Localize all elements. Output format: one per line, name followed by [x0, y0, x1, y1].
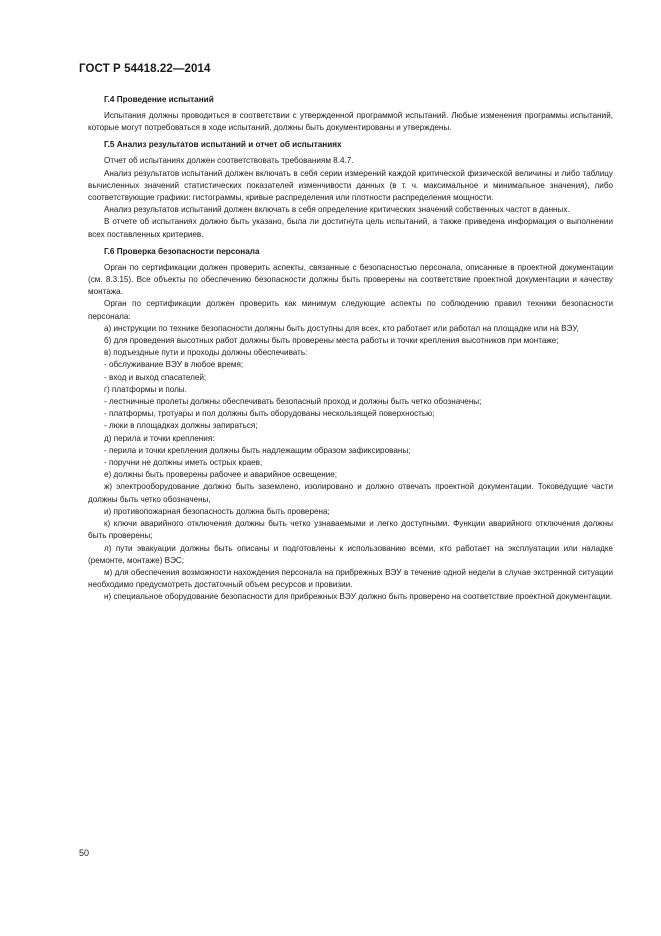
paragraph: В отчете об испытаниях должно быть указано, была ли достигнута цель испытаний, а также приведена информация о выполнении всех поставленных критериев. — [88, 217, 613, 239]
list-item: а) инструкции по технике безопасности должны быть доступны для всех, кто работает или работал на площадке или на ВЭУ, — [104, 323, 579, 333]
list-item: - обслуживание ВЭУ в любое время; — [104, 360, 244, 370]
document-body — [88, 94, 613, 604]
list-item: - люки в площадках должны запираться; — [104, 421, 258, 431]
list-item: г) платформы и полы. — [104, 384, 187, 394]
list-item: л) пути эвакуации должны быть описаны и подготовлены к использованию всеми, кто работает на эксплуатации или наладке (ремонте, монтаже) ВЭС; — [88, 543, 613, 565]
section-heading-g4: Г.4 Проведение испытаний — [104, 95, 214, 104]
list-item: в) подъездные пути и проходы должны обеспечивать: — [104, 348, 308, 358]
paragraph: Анализ результатов испытаний должен включать в себя серии измерений каждой критической физической величины и либо таблицу вычисленных значений статистических показателей изменчивости данных (в т. ч. максимальное и минимальное значения), либо соответствующие графики: гистограммы, кривые распределения или плотности распределения мощности. — [88, 168, 613, 203]
page-number: 50 — [79, 848, 90, 858]
list-item: е) должны быть проверены рабочее и аварийное освещение; — [104, 470, 338, 480]
section-heading-g6: Г.6 Проверка безопасности персонала — [104, 246, 260, 256]
list-item: н) специальное оборудование безопасности для прибрежных ВЭУ должно быть проверено на соответствие проектной документации. — [104, 592, 613, 602]
paragraph: Орган по сертификации должен проверить аспекты, связанные с безопасностью персонала, описанные в проектной документации (см. 8.3.15). Все объекты по обеспечению безопасности должны быть проверены на соответствие проектной документации и качеству монтажа. — [88, 262, 613, 297]
list-item: - перила и точки крепления должны быть надлежащим образом зафиксированы; — [104, 445, 411, 455]
paragraph: Орган по сертификации должен проверить как минимум следующие аспекты по соблюдению правил техники безопасности персонала: — [88, 299, 613, 321]
list-item: д) перила и точки крепления: — [104, 433, 215, 443]
list-item: б) для проведения высотных работ должны быть проверены места работы и точки крепления высотников при монтаже; — [104, 336, 559, 346]
list-item: ж) электрооборудование должно быть заземлено, изолировано и должно отвечать проектной документации. Токоведущие части должны быть четко обозначены, — [88, 482, 613, 504]
document-id-header: ГОСТ Р 54418.22—2014 — [79, 63, 211, 75]
list-item: - лестничные пролеты должны обеспечивать безопасный проход и должны быть четко обозначены; — [104, 397, 482, 407]
list-item: - вход и выход спасателей; — [104, 372, 207, 382]
list-item: м) для обеспечения возможности нахождения персонала на прибрежных ВЭУ в течение одной недели в случае экстренной ситуации необходимо предусмотреть достаточный объем ресурсов и провизии. — [88, 567, 613, 590]
paragraph: Испытания должны проводиться в соответствии с утвержденной программой испытаний. Любые изменения программы испытаний, которые могут потребоваться в ходе испытаний, должны быть документированы и утверждены. — [88, 111, 613, 133]
section-heading-g5: Г.5 Анализ результатов испытаний и отчет об испытаниях — [104, 140, 342, 150]
list-item: - платформы, тротуары и пол должны быть оборудованы нескользящей поверхностью; — [104, 409, 435, 419]
list-item: и) противопожарная безопасность должна быть проверена; — [104, 506, 330, 516]
list-item: - поручни не должны иметь острых краев; — [104, 458, 263, 468]
paragraph: Отчет об испытаниях должен соответствовать требованиям 8.4.7. — [104, 156, 354, 166]
list-item: к) ключи аварийного отключения должны быть четко узнаваемыми и легко доступными. Функции аварийного отключения должны быть проверены; — [88, 519, 613, 541]
paragraph: Анализ результатов испытаний должен включать в себя определение критических значений собственных частот в данных. — [104, 205, 570, 215]
